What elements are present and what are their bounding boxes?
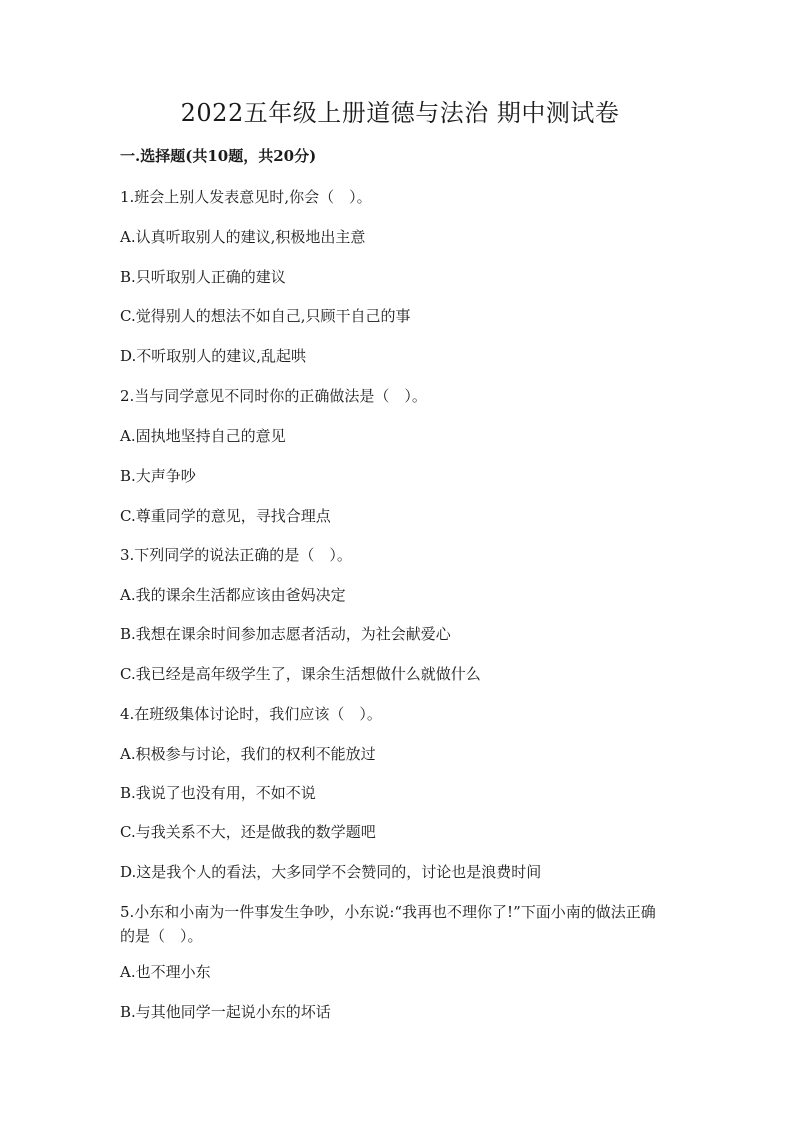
question-4: 4.在班级集体讨论时，我们应该（ ）。 — [120, 705, 382, 723]
option-4d: D.这是我个人的看法，大多同学不会赞同的，讨论也是浪费时间 — [120, 863, 542, 881]
option-3a: A.我的课余生活都应该由爸妈决定 — [120, 586, 346, 604]
option-1b: B.只听取别人正确的建议 — [120, 268, 286, 286]
section-heading: 一.选择题(共10题，共20分) — [120, 147, 317, 165]
option-1d: D.不听取别人的建议,乱起哄 — [120, 347, 307, 365]
option-4a: A.积极参与讨论，我们的权利不能放过 — [120, 745, 376, 763]
option-5a: A.也不理小东 — [120, 963, 211, 981]
question-1: 1.班会上别人发表意见时,你会（ ）。 — [120, 188, 372, 206]
option-2a: A.固执地坚持自己的意见 — [120, 427, 286, 445]
option-2b: B.大声争吵 — [120, 467, 196, 485]
option-2c: C.尊重同学的意见，寻找合理点 — [120, 507, 331, 525]
option-4b: B.我说了也没有用，不如不说 — [120, 784, 316, 802]
option-5b: B.与其他同学一起说小东的坏话 — [120, 1003, 331, 1021]
option-3c: C.我已经是高年级学生了，课余生活想做什么就做什么 — [120, 665, 481, 683]
question-2: 2.当与同学意见不同时你的正确做法是（ ）。 — [120, 387, 427, 405]
option-1c: C.觉得别人的想法不如自己,只顾干自己的事 — [120, 307, 411, 325]
option-4c: C.与我关系不大，还是做我的数学题吧 — [120, 823, 376, 841]
question-5: 5.小东和小南为一件事发生争吵，小东说:“我再也不理你了!”下面小南的做法正确的是（ ）。 — [120, 903, 656, 945]
option-1a: A.认真听取别人的建议,积极地出主意 — [120, 228, 366, 246]
page-title: 2022五年级上册道德与法治 期中测试卷 — [180, 99, 620, 127]
option-3b: B.我想在课余时间参加志愿者活动，为社会献爱心 — [120, 625, 451, 643]
question-3: 3.下列同学的说法正确的是（ ）。 — [120, 546, 352, 564]
